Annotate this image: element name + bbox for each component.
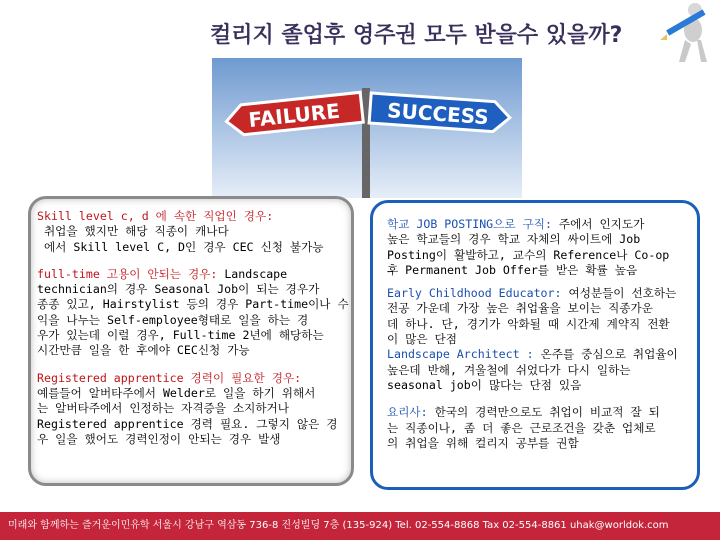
- left-s2-line: 익을 나누는 Self-employee형태로 일을 하는 경: [37, 312, 309, 327]
- right-s2-heading: Early Childhood Educator:: [387, 286, 562, 301]
- right-s2-heading-tail: 여성분들이 선호하는: [561, 286, 677, 301]
- right-s4-heading: 요리사:: [387, 405, 428, 420]
- left-s2-line: 우가 있는데 이럴 경우, Full-time 2년에 해당하는: [37, 328, 324, 343]
- left-s1-heading: Skill level c, d 에 속한 직업인 경우:: [37, 209, 274, 223]
- left-panel: [28, 196, 354, 486]
- left-s3-heading: Registered apprentice 경력이 필요한 경우:: [37, 370, 302, 385]
- right-s1-heading: 학교 JOB POSTING으로 구직:: [387, 217, 552, 231]
- failure-success-signs: [212, 58, 522, 198]
- right-s4-line: 는 직종이나, 좀 더 좋은 근로조건을 갖춘 업체로: [387, 420, 656, 435]
- right-s3-line: 높은데 반해, 겨울철에 쉬었다가 다시 일하는: [387, 362, 631, 377]
- right-s2-line: 전공 가운데 가장 높은 취업율을 보이는 직종가운: [387, 301, 653, 316]
- right-s2-line: 이 많은 단점: [387, 332, 457, 347]
- right-s1-line: Posting이 활발하고, 교수의 Reference나 Co-op: [387, 247, 670, 262]
- left-s2-line: technician의 경우 Seasonal Job이 되는 경우가: [37, 282, 320, 297]
- right-s4-line: 의 취업을 위해 컬리지 공부를 권함: [387, 435, 579, 450]
- right-s3-line: seasonal job이 많다는 단점 있음: [387, 377, 582, 392]
- person-with-pencil-icon: [655, 0, 720, 80]
- right-s1-line: 높은 학교들의 경우 학교 자체의 싸이트에 Job: [387, 232, 641, 247]
- right-s2-line: 데 하나. 단, 경기가 악화될 때 시간제 계약직 전환: [387, 316, 670, 331]
- right-s1-heading-tail: 주에서 인지도가: [551, 217, 645, 231]
- left-s1-line: 에서 Skill level C, D인 경우 CEC 신청 불가능: [37, 239, 324, 254]
- failure-sign-text: FAILURE: [247, 98, 341, 133]
- left-s2-line: 시간만큼 일을 한 후에야 CEC신청 가능: [37, 343, 250, 358]
- right-s3-heading-tail: 온주를 중심으로 취업율이: [533, 347, 678, 362]
- left-s2-line: 종종 있고, Hairstylist 등의 경우 Part-time이나 수: [37, 297, 349, 312]
- left-s1-line: 취업을 했지만 해당 직종이 캐나다: [37, 224, 229, 239]
- right-s1-line: 후 Permanent Job Offer를 받은 확률 높음: [387, 262, 638, 277]
- right-s3-heading: Landscape Architect :: [387, 347, 534, 362]
- left-s3-line: Registered apprentice 경력 필요. 그렇지 않은 경: [37, 416, 338, 431]
- right-panel: [370, 200, 700, 490]
- right-s4-heading-tail: 한국의 경력만으로도 취업이 비교적 잘 되: [427, 405, 660, 420]
- page-title: 컬리지 졸업후 영주권 모두 받을수 있을까?: [210, 23, 623, 48]
- left-s2-heading-tail: Landscape: [217, 266, 288, 281]
- left-s2-heading: full-time 고용이 안되는 경우:: [37, 266, 218, 281]
- footer-bar: 미래와 함께하는 즐거운이민유학 서울시 강남구 역삼동 736-8 진성빌딩 7층 (135-924) Tel. 02-554-8868 Tax 02-554-8861 uhak@worldok.com: [0, 512, 720, 540]
- left-s3-line: 는 알버타주에서 인정하는 자격증을 소지하거나: [37, 401, 289, 416]
- left-s3-line: 예를들어 알버타주에서 Welder로 일을 하기 위해서: [37, 385, 316, 400]
- left-s3-line: 우 일을 했어도 경력인정이 안되는 경우 발생: [37, 431, 281, 446]
- success-sign-text: SUCCESS: [386, 98, 490, 130]
